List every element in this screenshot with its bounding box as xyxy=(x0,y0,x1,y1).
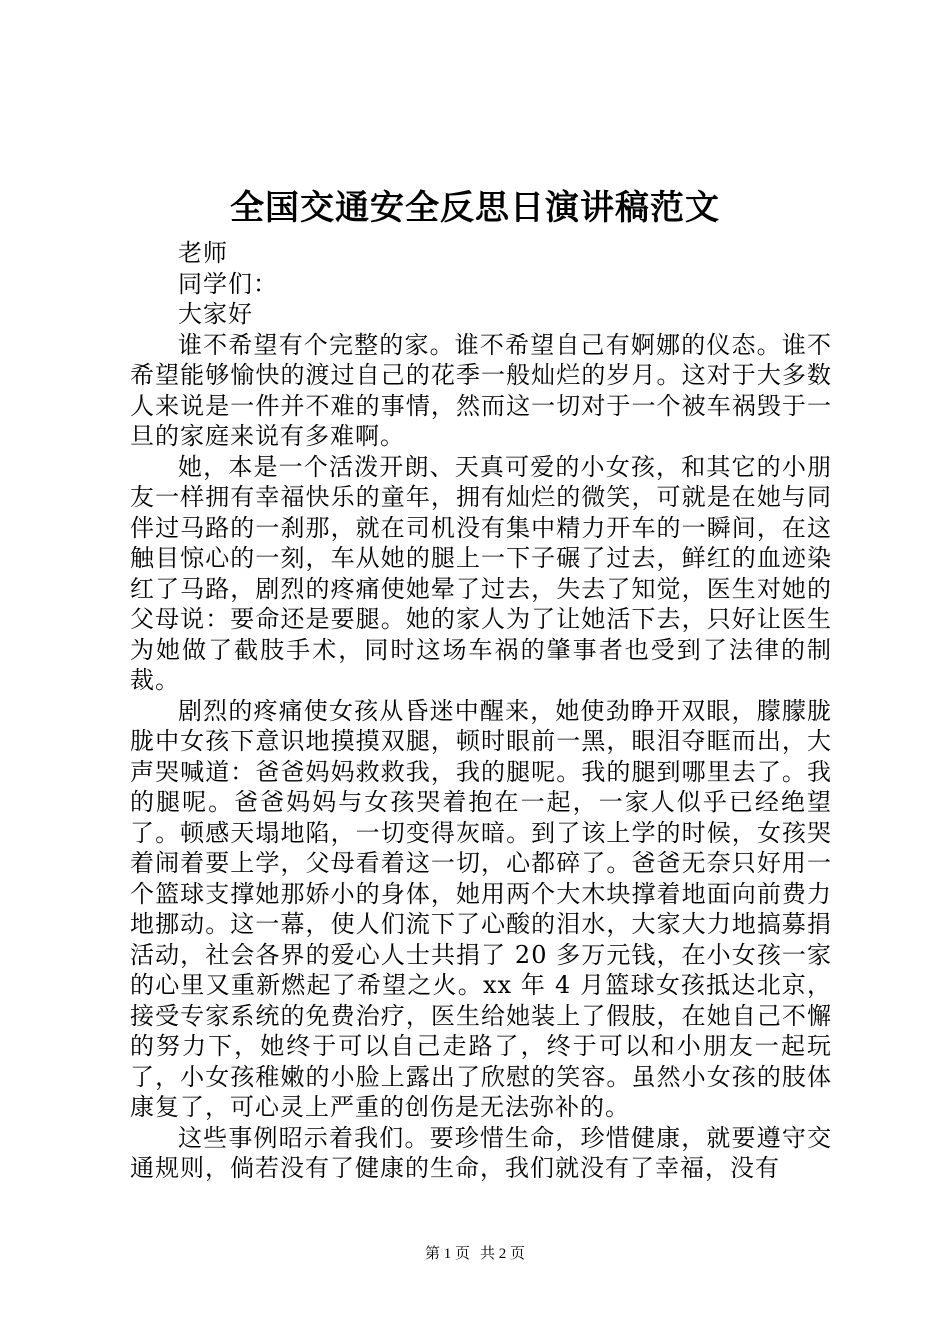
salutation-students: 同学们： xyxy=(178,269,278,298)
page-footer xyxy=(0,1244,950,1264)
paragraph: 这些事例昭示着我们。要珍惜生命，珍惜健康，就要遵守交通规则，倘若没有了健康的生命，我们就没有了幸福，没有 xyxy=(130,1123,832,1182)
page-number: 第 1 页 xyxy=(424,1246,470,1262)
salutation-teachers: 老师 xyxy=(178,239,228,267)
document-body xyxy=(130,238,832,1184)
salutation-greeting: 大家好 xyxy=(178,300,253,328)
document-title: 全国交通安全反思日演讲稿范文 xyxy=(230,188,720,228)
paragraph: 谁不希望有个完整的家。谁不希望自己有婀娜的仪态。谁不希望能够愉快的渡过自己的花季一般灿烂的岁月。这对于大多数人来说是一件并不难的事情，然而这一切对于一个被车祸毁于一旦的家庭来说有多难啊。 xyxy=(130,330,832,450)
page-total: 共 2 页 xyxy=(480,1246,526,1262)
paragraph: 她，本是一个活泼开朗、天真可爱的小女孩，和其它的小朋友一样拥有幸福快乐的童年，拥有灿烂的微笑，可就是在她与同伴过马路的一刹那，就在司机没有集中精力开车的一瞬间，在这触目惊心的一刻，车从她的腿上一下子碾了过去，鲜红的血迹染红了马路，剧烈的疼痛使她晕了过去，失去了知觉，医生对她的父母说：要命还是要腿。她的家人为了让她活下去，只好让医生为她做了截肢手术，同时这场车祸的肇事者也受到了法律的制裁。 xyxy=(130,452,832,694)
paragraph: 剧烈的疼痛使女孩从昏迷中醒来，她使劲睁开双眼，朦朦胧胧中女孩下意识地摸摸双腿，顿时眼前一黑，眼泪夺眶而出，大声哭喊道：爸爸妈妈救救我，我的腿呢。我的腿到哪里去了。我的腿呢。爸爸妈妈与女孩哭着抱在一起，一家人似乎已经绝望了。顿感天塌地陷，一切变得灰暗。到了该上学的时候，女孩哭着闹着要上学，父母看着这一切，心都碎了。爸爸无奈只好用一个篮球支撑她那娇小的身体，她用两个大木块撑着地面向前费力地挪动。这一幕，使人们流下了心酸的泪水，大家大力地搞募捐活动，社会各界的爱心人士共捐了 20 多万元钱，在小女孩一家的心里又重新燃起了希望之火。xx 年 4 月篮球女孩抵达北京，接受专家系统的免费治疗，医生给她装上了假肢，在她自己不懈的努力下，她终于可以自己走路了，终于可以和小朋友一起玩了，小女孩稚嫩的小脸上露出了欣慰的笑容。虽然小女孩的肢体康复了，可心灵上严重的创伤是无法弥补的。 xyxy=(130,696,832,1121)
